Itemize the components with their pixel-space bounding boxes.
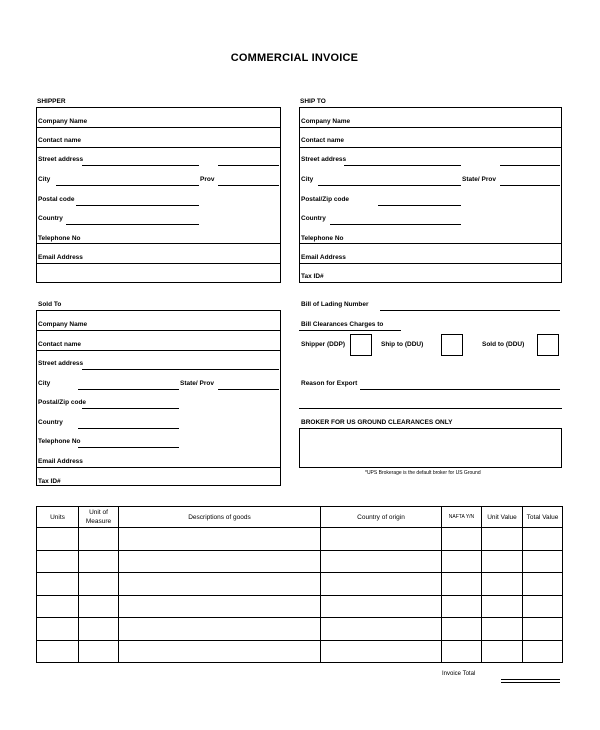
ship-to-state-label: State/ Prov — [462, 176, 496, 183]
ship-to-telephone-line[interactable] — [299, 243, 562, 244]
table-row — [37, 528, 563, 551]
sold-to-company-label: Company Name — [38, 321, 88, 328]
table-cell[interactable] — [482, 573, 523, 596]
sold-to-country-label: Country — [38, 419, 63, 426]
table-cell[interactable] — [442, 595, 482, 618]
ship-to-ddu-label: Ship to (DDU) — [381, 341, 424, 348]
table-row — [37, 550, 563, 573]
table-cell[interactable] — [79, 528, 119, 551]
table-cell[interactable] — [523, 528, 563, 551]
table-cell[interactable] — [79, 640, 119, 663]
sold-to-postal-label: Postal/Zip code — [38, 399, 87, 406]
bill-of-lading-line[interactable] — [380, 310, 560, 311]
ship-to-country-label: Country — [301, 215, 326, 222]
shipper-country-line[interactable] — [66, 224, 199, 225]
table-cell[interactable] — [523, 640, 563, 663]
broker-box[interactable] — [299, 428, 562, 468]
ship-to-state-line[interactable] — [500, 185, 560, 186]
invoice-total-label: Invoice Total — [442, 671, 476, 677]
sold-to-city-line[interactable] — [78, 389, 179, 390]
shipper-company-label: Company Name — [38, 118, 88, 125]
table-cell[interactable] — [79, 618, 119, 641]
ship-to-ddu-checkbox[interactable] — [441, 334, 463, 356]
items-header-row — [37, 507, 563, 528]
ship-to-email-label: Email Address — [301, 254, 346, 261]
table-cell[interactable] — [482, 618, 523, 641]
invoice-total-line[interactable] — [501, 679, 560, 680]
column-header-units: Units — [37, 507, 79, 528]
sold-to-email-line[interactable] — [36, 467, 281, 468]
sold-to-telephone-line[interactable] — [78, 447, 179, 448]
reason-for-export-label: Reason for Export — [301, 380, 358, 387]
table-cell[interactable] — [523, 595, 563, 618]
table-cell[interactable] — [119, 640, 321, 663]
shipper-prov-label: Prov — [200, 176, 215, 183]
table-cell[interactable] — [37, 618, 79, 641]
shipper-street-label: Street address — [38, 156, 84, 163]
table-row — [37, 618, 563, 641]
ship-to-country-line[interactable] — [330, 224, 461, 225]
table-cell[interactable] — [482, 595, 523, 618]
sold-to-postal-line[interactable] — [82, 408, 179, 409]
table-cell[interactable] — [442, 640, 482, 663]
table-cell[interactable] — [523, 618, 563, 641]
table-cell[interactable] — [482, 640, 523, 663]
table-row — [37, 595, 563, 618]
table-cell[interactable] — [442, 573, 482, 596]
table-cell[interactable] — [119, 550, 321, 573]
bill-clearances-label: Bill Clearances Charges to — [301, 321, 384, 328]
table-cell[interactable] — [119, 528, 321, 551]
column-header-total-value: Total Value — [523, 507, 563, 528]
shipper-contact-label: Contact name — [38, 137, 81, 144]
reason-for-export-line-2[interactable] — [299, 408, 562, 409]
sold-to-tax-label: Tax ID# — [38, 478, 61, 485]
table-cell[interactable] — [482, 528, 523, 551]
column-header-unit-of-measure: Unit of Measure — [79, 507, 119, 528]
invoice-total-double-line — [501, 682, 560, 683]
sold-to-ddu-checkbox[interactable] — [537, 334, 559, 356]
table-cell[interactable] — [321, 640, 442, 663]
table-cell[interactable] — [523, 550, 563, 573]
shipper-contact-line[interactable] — [36, 147, 281, 148]
shipper-telephone-label: Telephone No — [38, 235, 81, 242]
shipper-city-label: City — [38, 176, 51, 183]
table-cell[interactable] — [321, 595, 442, 618]
broker-header: BROKER FOR US GROUND CLEARANCES ONLY — [301, 419, 453, 426]
table-cell[interactable] — [37, 550, 79, 573]
table-cell[interactable] — [321, 550, 442, 573]
sold-to-street-line[interactable] — [82, 369, 279, 370]
sold-to-contact-line[interactable] — [36, 350, 281, 351]
table-cell[interactable] — [482, 550, 523, 573]
table-cell[interactable] — [79, 550, 119, 573]
ship-to-header: SHIP TO — [300, 98, 326, 105]
bill-of-lading-label: Bill of Lading Number — [301, 301, 369, 308]
ship-to-telephone-label: Telephone No — [301, 235, 344, 242]
ship-to-street-line-2[interactable] — [500, 165, 560, 166]
table-cell[interactable] — [37, 595, 79, 618]
items-table — [36, 506, 563, 663]
table-row — [37, 640, 563, 663]
ship-to-contact-label: Contact name — [301, 137, 344, 144]
table-cell[interactable] — [321, 528, 442, 551]
sold-to-telephone-label: Telephone No — [38, 438, 81, 445]
table-cell[interactable] — [321, 618, 442, 641]
table-cell[interactable] — [119, 595, 321, 618]
table-cell[interactable] — [119, 573, 321, 596]
ship-to-email-line[interactable] — [299, 263, 562, 264]
sold-to-contact-label: Contact name — [38, 341, 81, 348]
sold-to-email-label: Email Address — [38, 458, 83, 465]
shipper-country-label: Country — [38, 215, 63, 222]
ship-to-city-line[interactable] — [318, 185, 461, 186]
ship-to-street-label: Street address — [301, 156, 347, 163]
ship-to-company-label: Company Name — [301, 118, 351, 125]
table-cell[interactable] — [79, 595, 119, 618]
shipper-city-line[interactable] — [56, 185, 199, 186]
table-cell[interactable] — [37, 573, 79, 596]
sold-to-company-line[interactable] — [36, 330, 281, 331]
sold-to-country-line[interactable] — [78, 428, 179, 429]
column-header-unit-value: Unit Value — [482, 507, 523, 528]
sold-to-header: Sold To — [38, 301, 62, 308]
shipper-ddp-checkbox[interactable] — [350, 334, 372, 356]
shipper-postal-label: Postal code — [38, 196, 75, 203]
table-cell[interactable] — [442, 618, 482, 641]
shipper-email-label: Email Address — [38, 254, 83, 261]
table-cell[interactable] — [119, 618, 321, 641]
shipper-telephone-line[interactable] — [36, 243, 281, 244]
shipper-street-line[interactable] — [82, 165, 199, 166]
ship-to-contact-line[interactable] — [299, 147, 562, 148]
column-header-nafta: NAFTA Y/N — [442, 507, 482, 528]
shipper-email-line[interactable] — [36, 263, 281, 264]
bill-clearances-line[interactable] — [299, 330, 401, 331]
ship-to-street-line[interactable] — [344, 165, 461, 166]
table-cell[interactable] — [79, 573, 119, 596]
sold-to-street-label: Street address — [38, 360, 84, 367]
shipper-prov-line[interactable] — [218, 185, 279, 186]
reason-for-export-line[interactable] — [360, 389, 560, 390]
table-cell[interactable] — [321, 573, 442, 596]
broker-note: *UPS Brokerage is the default broker for US Ground — [365, 470, 481, 476]
shipper-company-line[interactable] — [36, 127, 281, 128]
table-cell[interactable] — [523, 573, 563, 596]
table-row — [37, 573, 563, 596]
ship-to-city-label: City — [301, 176, 314, 183]
ship-to-postal-label: Postal/Zip code — [301, 196, 350, 203]
ship-to-tax-label: Tax ID# — [301, 273, 324, 280]
column-header-descriptions: Descriptions of goods — [119, 507, 321, 528]
table-cell[interactable] — [37, 640, 79, 663]
shipper-street-line-2[interactable] — [218, 165, 279, 166]
sold-to-city-label: City — [38, 380, 51, 387]
page-title: COMMERCIAL INVOICE — [230, 52, 359, 64]
sold-to-state-label: State/ Prov — [180, 380, 214, 387]
shipper-postal-line[interactable] — [76, 205, 199, 206]
shipper-header: SHIPPER — [37, 98, 66, 105]
table-cell[interactable] — [442, 528, 482, 551]
table-cell[interactable] — [37, 528, 79, 551]
column-header-country-of-origin: Country of origin — [321, 507, 442, 528]
shipper-ddp-label: Shipper (DDP) — [301, 341, 346, 348]
sold-to-state-line[interactable] — [218, 389, 279, 390]
ship-to-company-line[interactable] — [299, 127, 562, 128]
sold-to-ddu-label: Sold to (DDU) — [482, 341, 525, 348]
table-cell[interactable] — [442, 550, 482, 573]
ship-to-postal-line[interactable] — [378, 205, 461, 206]
